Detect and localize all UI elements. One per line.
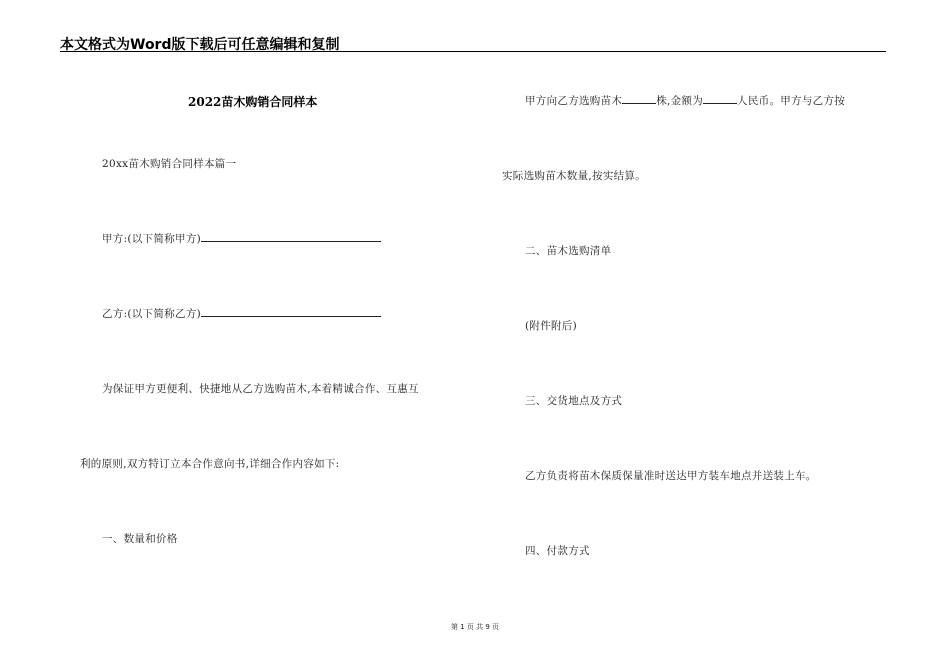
quantity-blank bbox=[622, 94, 656, 104]
delivery-paragraph: 乙方负责将苗木保质保量准时送达甲方装车地点并送装上车。 bbox=[525, 470, 817, 482]
amount-blank bbox=[703, 94, 737, 104]
attachment-note: (附件附后) bbox=[525, 320, 577, 332]
section-heading-2: 二、苗木选购清单 bbox=[525, 245, 612, 257]
quantity-text-1: 甲方向乙方选购苗木 bbox=[525, 95, 623, 107]
quantity-text-2: 株,金额为 bbox=[656, 95, 704, 107]
document-title: 2022苗木购销合同样本 bbox=[188, 95, 318, 109]
intro-paragraph: 为保证甲方更便利、快捷地从乙方选购苗木,本着精诚合作、互惠互 bbox=[102, 383, 419, 395]
page-footer: 第 1 页 共 9 页 bbox=[450, 623, 500, 631]
party-b-line bbox=[102, 306, 381, 321]
party-b-label: 乙方:(以下简称乙方) bbox=[102, 308, 202, 320]
header-divider bbox=[60, 51, 886, 52]
section-heading-1: 一、数量和价格 bbox=[102, 533, 178, 545]
quantity-text-3: 人民币。甲方与乙方按 bbox=[737, 95, 846, 107]
section-heading-4: 四、付款方式 bbox=[525, 545, 590, 557]
document-header: 本文格式为Word版下载后可任意编辑和复制 bbox=[60, 37, 340, 53]
quantity-line-cont: 实际选购苗木数量,按实结算。 bbox=[502, 170, 647, 182]
section-heading-3: 三、交货地点及方式 bbox=[525, 395, 623, 407]
party-a-blank bbox=[201, 232, 381, 242]
contract-subtitle: 20xx苗木购销合同样本篇一 bbox=[102, 158, 237, 170]
party-a-line bbox=[102, 231, 381, 246]
quantity-line bbox=[525, 93, 845, 108]
party-a-label: 甲方:(以下简称甲方) bbox=[102, 233, 202, 245]
party-b-blank bbox=[201, 307, 381, 317]
intro-paragraph-cont: 利的原则,双方特订立本合作意向书,详细合作内容如下: bbox=[80, 458, 340, 470]
